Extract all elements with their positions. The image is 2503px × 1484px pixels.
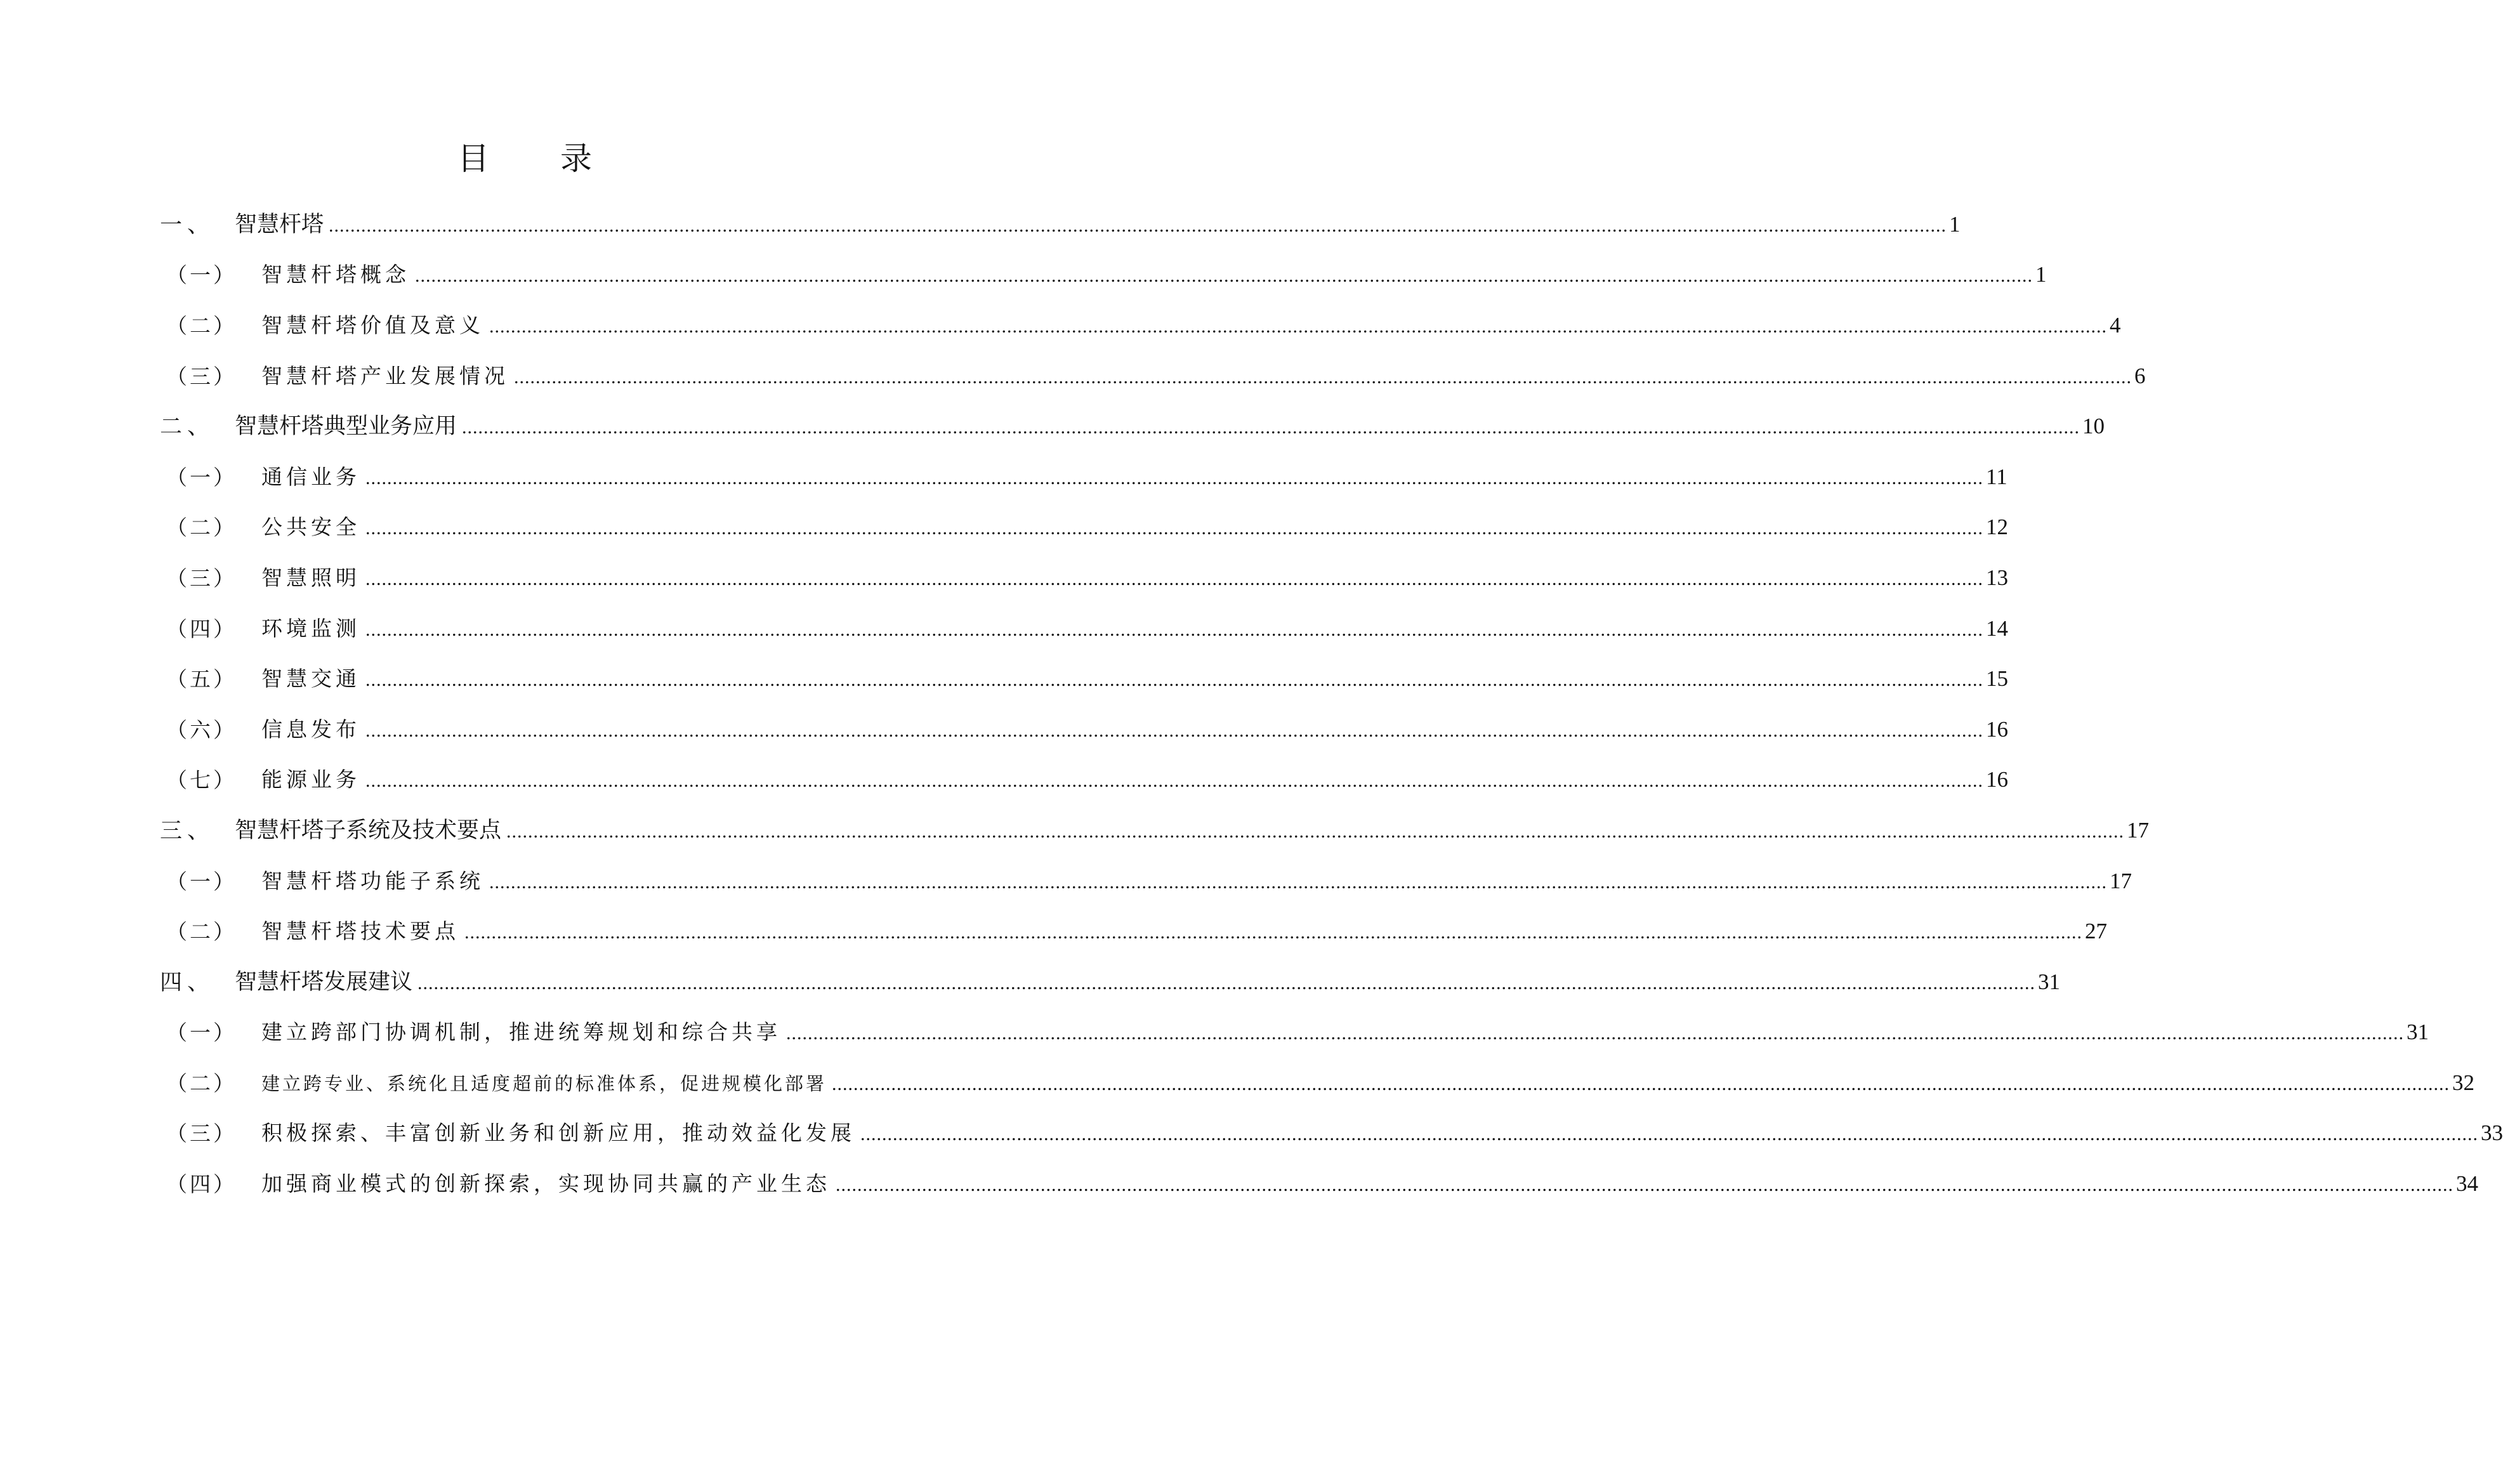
toc-body	[261, 862, 2132, 902]
toc-body	[235, 811, 2150, 851]
toc-body	[261, 761, 2008, 800]
toc-entry-section-2-7[interactable]	[0, 756, 2008, 806]
dot-leader: ............................................................................................................................................................................................................................................................................................................	[365, 719, 1983, 741]
toc-title: 公共安全	[261, 515, 360, 540]
toc-body	[261, 711, 2008, 750]
toc-entry-section-2-6[interactable]	[0, 705, 2008, 756]
toc-page-number: 11	[1986, 464, 2007, 489]
toc-number: （四）	[166, 1172, 237, 1197]
dot-leader: ............................................................................................................................................................................................................................................................................................................	[365, 518, 1983, 539]
toc-title: 能源业务	[261, 767, 360, 792]
dot-leader: ............................................................................................................................................................................................................................................................................................................	[514, 366, 2132, 388]
toc-page-number: 10	[2082, 414, 2105, 439]
toc-entry-section-1-2[interactable]	[0, 301, 2121, 351]
toc-title: 建立跨部门协调机制，推进统筹规划和综合共享	[261, 1020, 781, 1045]
dot-leader: ............................................................................................................................................................................................................................................................................................................	[506, 820, 2125, 842]
dot-leader: ............................................................................................................................................................................................................................................................................................................	[462, 417, 2080, 438]
dot-leader: ............................................................................................................................................................................................................................................................................................................	[365, 568, 1983, 589]
dot-leader: ............................................................................................................................................................................................................................................................................................................	[489, 315, 2107, 337]
dot-leader: ............................................................................................................................................................................................................................................................................................................	[365, 770, 1983, 792]
toc-body	[235, 407, 2105, 447]
table-of-contents	[0, 200, 2503, 1210]
toc-entry-section-3-1[interactable]	[0, 857, 2132, 907]
toc-entry-section-2-1[interactable]	[0, 452, 2007, 503]
toc-body	[261, 256, 2047, 295]
toc-entry-section-4-2[interactable]	[0, 1058, 2475, 1109]
toc-number: （二）	[166, 313, 237, 338]
dot-leader: ............................................................................................................................................................................................................................................................................................................	[365, 669, 1983, 691]
dot-leader: ............................................................................................................................................................................................................................................................................................................	[832, 1073, 2450, 1094]
dot-leader: ............................................................................................................................................................................................................................................................................................................	[860, 1124, 2478, 1145]
toc-entry-section-4-1[interactable]	[0, 1008, 2429, 1059]
toc-body	[261, 912, 2107, 952]
toc-page-number: 17	[2127, 817, 2150, 843]
toc-page-number: 31	[2407, 1020, 2429, 1045]
dot-leader: ............................................................................................................................................................................................................................................................................................................	[415, 265, 2033, 287]
toc-title: 智慧杆塔产业发展情况	[261, 363, 509, 388]
toc-number: 三、	[160, 818, 215, 844]
toc-number: （二）	[166, 1070, 237, 1096]
toc-body	[235, 963, 2061, 1002]
dot-leader: ............................................................................................................................................................................................................................................................................................................	[329, 214, 1947, 236]
toc-body	[261, 357, 2146, 397]
toc-entry-section-1-1[interactable]	[0, 251, 2047, 301]
toc-entry-section-2-4[interactable]	[0, 604, 2008, 655]
toc-title: 通信业务	[261, 464, 360, 489]
toc-page-number: 16	[1986, 716, 2008, 742]
toc-page-number: 31	[2038, 969, 2061, 994]
toc-page-number: 17	[2110, 868, 2132, 893]
toc-entry-section-2-2[interactable]	[0, 503, 2008, 554]
toc-title: 智慧杆塔发展建议	[235, 969, 413, 995]
toc-body	[261, 306, 2121, 346]
toc-entry-section-1-3[interactable]	[0, 351, 2146, 402]
toc-title: 环境监测	[261, 615, 360, 641]
toc-title: 智慧杆塔子系统及技术要点	[235, 817, 502, 843]
toc-number: 二、	[160, 414, 215, 440]
toc-entry-chapter-2[interactable]	[0, 402, 2105, 452]
toc-number: 四、	[160, 969, 215, 995]
toc-body	[261, 1013, 2429, 1053]
toc-number: （一）	[166, 1020, 237, 1046]
toc-entry-section-2-5[interactable]	[0, 654, 2008, 705]
toc-body	[235, 206, 1961, 245]
toc-page-number: 32	[2452, 1070, 2475, 1095]
toc-body	[261, 458, 2007, 497]
toc-page-number: 16	[1986, 767, 2008, 792]
toc-title: 智慧杆塔	[235, 211, 324, 237]
toc-number: （二）	[166, 515, 237, 541]
dot-leader: ............................................................................................................................................................................................................................................................................................................	[786, 1023, 2404, 1044]
toc-title: 积极探索、丰富创新业务和创新应用，推动效益化发展	[261, 1120, 855, 1146]
toc-number: （一）	[166, 464, 237, 490]
toc-title: 智慧照明	[261, 565, 360, 590]
toc-entry-section-4-3[interactable]	[0, 1109, 2503, 1160]
toc-entry-section-3-2[interactable]	[0, 907, 2107, 957]
toc-page-number: 27	[2085, 919, 2107, 944]
toc-body	[261, 1064, 2475, 1103]
toc-number: （一）	[166, 869, 237, 894]
page-title: 目 录	[457, 140, 622, 177]
toc-number: （四）	[166, 616, 237, 641]
toc-title: 信息发布	[261, 716, 360, 742]
toc-entry-chapter-1[interactable]	[0, 200, 1961, 251]
toc-title: 智慧杆塔典型业务应用	[235, 414, 457, 440]
toc-page-number: 34	[2456, 1171, 2478, 1197]
toc-body	[261, 1114, 2503, 1153]
toc-title: 智慧杆塔价值及意义	[261, 312, 484, 338]
toc-number: （七）	[166, 768, 237, 793]
toc-number: （三）	[166, 364, 237, 389]
toc-body	[261, 1165, 2478, 1204]
toc-page-number: 15	[1986, 666, 2008, 692]
toc-body	[261, 508, 2008, 548]
toc-entry-section-4-4[interactable]	[0, 1159, 2478, 1210]
toc-page-number: 14	[1986, 615, 2008, 641]
toc-title: 加强商业模式的创新探索，实现协同共赢的产业生态	[261, 1171, 831, 1197]
toc-title: 智慧杆塔功能子系统	[261, 868, 484, 893]
toc-body	[261, 559, 2008, 598]
dot-leader: ............................................................................................................................................................................................................................................................................................................	[836, 1174, 2454, 1196]
dot-leader: ............................................................................................................................................................................................................................................................................................................	[489, 871, 2107, 893]
toc-title: 智慧杆塔技术要点	[261, 919, 459, 944]
toc-number: （一）	[166, 263, 237, 288]
toc-number: （三）	[166, 1121, 237, 1146]
toc-title: 智慧交通	[261, 666, 360, 692]
toc-page-number: 1	[1949, 211, 1961, 237]
toc-page-number: 1	[2035, 262, 2047, 287]
toc-number: （五）	[166, 667, 237, 692]
toc-page-number: 6	[2134, 363, 2146, 388]
toc-number: （三）	[166, 565, 237, 591]
dot-leader: ............................................................................................................................................................................................................................................................................................................	[365, 619, 1983, 640]
toc-entry-section-2-3[interactable]	[0, 553, 2008, 604]
toc-page-number: 13	[1986, 565, 2008, 590]
toc-title: 智慧杆塔概念	[261, 262, 410, 287]
dot-leader: ............................................................................................................................................................................................................................................................................................................	[417, 972, 2036, 994]
toc-title: 建立跨专业、系统化且适度超前的标准体系，促进规模化部署	[261, 1072, 827, 1094]
toc-page-number: 33	[2481, 1120, 2503, 1146]
dot-leader: ............................................................................................................................................................................................................................................................................................................	[365, 467, 1983, 489]
toc-number: （二）	[166, 919, 237, 945]
toc-body	[261, 610, 2008, 649]
dot-leader: ............................................................................................................................................................................................................................................................................................................	[464, 922, 2082, 943]
toc-page-number: 4	[2110, 312, 2121, 338]
toc-page-number: 12	[1986, 515, 2008, 540]
toc-number: 一、	[160, 212, 215, 238]
toc-entry-chapter-4[interactable]	[0, 957, 2061, 1008]
toc-number: （六）	[166, 717, 237, 742]
toc-entry-chapter-3[interactable]	[0, 806, 2150, 857]
toc-body	[261, 660, 2008, 699]
